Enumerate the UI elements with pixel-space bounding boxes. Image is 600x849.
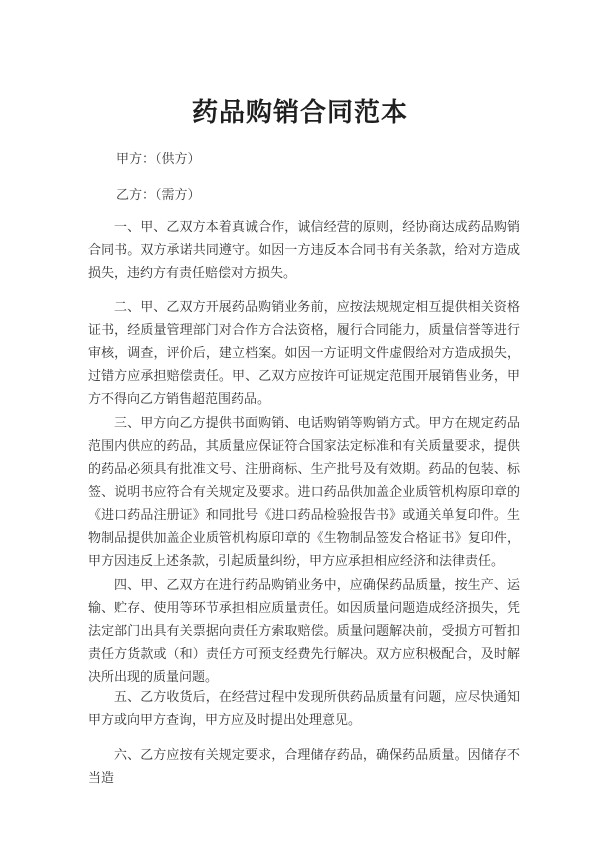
document-title: 药品购销合同范本 — [191, 98, 408, 128]
clause-4: 四、甲、乙双方在进行药品购销业务中，应确保药品质量，按生产、运输、贮存、使用等环节承担相应质量责任。如因质量问题造成经济损失，凭法定部门出具有关票据向责任方索取赔偿。质量问题解决前，受损方可暂扣责任方货款或（和）责任方可预支经费先行解决。双方应积极配合，及时解决所出现的质量问题。 — [88, 578, 520, 685]
party-a-line: 甲方：（供方） — [116, 152, 201, 167]
clause-1: 一、甲、乙双方本着真诚合作，诚信经营的原则，经协商达成药品购销合同书。双方承诺共同遵守。如因一方违反本合同书有关条款，给对方造成损失，违约方有责任赔偿对方损失。 — [88, 220, 520, 281]
clause-3: 三、甲方向乙方提供书面购销、电话购销等购销方式。甲方在规定药品范围内供应的药品，其质量应保证符合国家法定标准和有关质量要求，提供的药品必须具有批准文号、注册商标、生产批号及有效期。药品的包装、标签、说明书应符合有关规定及要求。进口药品供加盖企业质管机构原印章的《进口药品注册证》和同批号《进口药品检验报告书》或通关单复印件。生物制品提供加盖企业质管机构原印章的《生物制品签发合格证书》复印件，甲方因违反上述条款，引起质量纠纷，甲方应承担相应经济和法律责任。 — [88, 416, 520, 569]
clause-6: 六、乙方应按有关规定要求，合理储存药品，确保药品质量。因储存不当造 — [88, 748, 520, 786]
clause-5: 五、乙方收货后，在经营过程中发现所供药品质量有问题，应尽快通知甲方或向甲方查询，甲方应及时提出处理意见。 — [88, 690, 520, 728]
party-b-line: 乙方：（需方） — [116, 188, 201, 203]
clause-2: 二、甲、乙双方开展药品购销业务前，应按法规规定相互提供相关资格证书，经质量管理部门对合作方合法资格，履行合同能力，质量信誉等进行审核，调查，评价后，建立档案。如因一方证明文件虚假给对方造成损失，过错方应承担赔偿责任。甲、乙双方应按许可证规定范围开展销售业务，甲方不得向乙方销售超范围药品。 — [88, 300, 520, 407]
